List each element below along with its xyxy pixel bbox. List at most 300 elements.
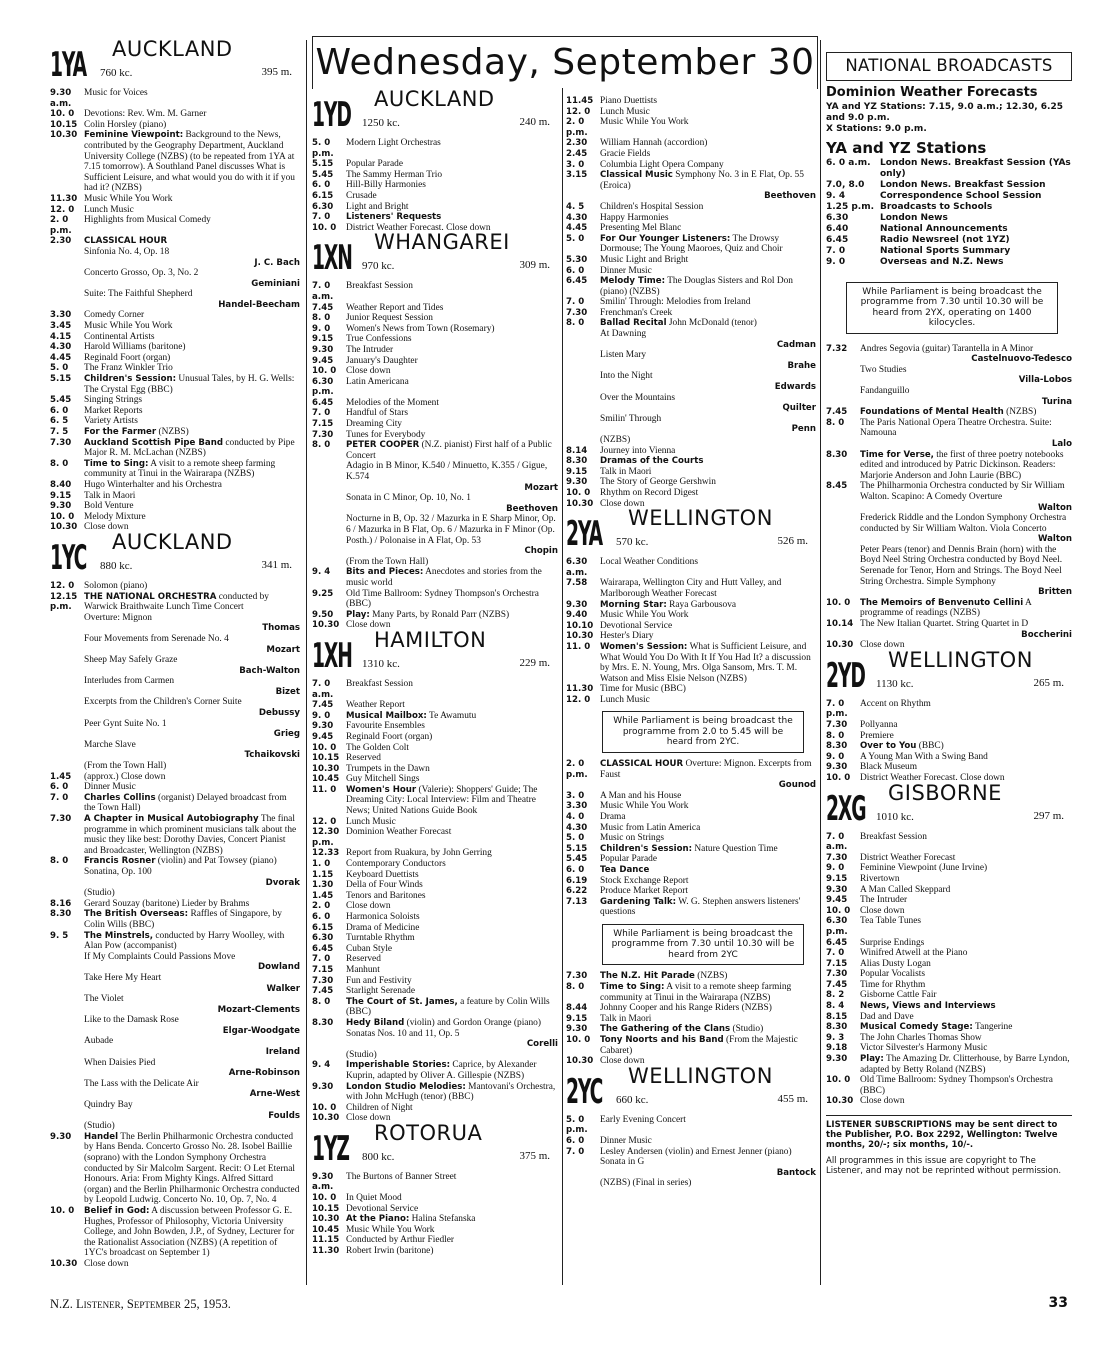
programme-row: [566, 456, 816, 467]
programme-row: [826, 365, 1072, 376]
programme-title: Musical Comedy Stage:: [860, 1022, 973, 1033]
station-2yc: [566, 1063, 816, 1189]
programme-row: [826, 1001, 1072, 1012]
programme-text: [346, 859, 558, 870]
programme-title: Foundations of Mental Health: [860, 407, 1004, 418]
programme-text: [600, 982, 816, 1003]
programme-text: [346, 827, 558, 848]
programme-row: [50, 782, 300, 793]
programme-row: [566, 117, 816, 138]
programme-detail: Produce Market Report: [600, 886, 688, 897]
programme-row: [50, 247, 300, 258]
programme-detail: Hill-Billy Harmonies: [346, 180, 426, 191]
programme-text: [600, 642, 816, 684]
programme-title: The Memoirs of Benvenuto Cellini: [860, 597, 1024, 608]
programme-text: [84, 655, 300, 666]
national-row: [826, 235, 1072, 246]
programme-time: 12.15 p.m.: [50, 591, 78, 613]
national-row: [826, 180, 1072, 191]
programme-detail: Music While You Work: [346, 1224, 435, 1235]
programme-row: [826, 741, 1072, 752]
programme-row: [50, 719, 300, 730]
composer: J. C. Bach: [254, 257, 300, 268]
programme-row: [312, 180, 558, 191]
programme-row: [50, 793, 300, 814]
programme-time: 11.30: [566, 684, 594, 695]
programme-text: [346, 324, 558, 335]
programme-time: [50, 655, 84, 666]
page-date: Wednesday, September 30: [315, 42, 815, 83]
programme-row: [312, 711, 558, 722]
programme-row: [566, 107, 816, 118]
programme-row: [566, 308, 816, 319]
national-time: 6.45: [826, 234, 849, 245]
programme-detail: Fandanguillo: [860, 385, 910, 396]
programme-time: [50, 1036, 84, 1047]
programme-detail: Columbia Light Opera Company: [600, 159, 724, 170]
programme-title: London Studio Melodies:: [346, 1081, 466, 1092]
programme-title: Francis Rosner: [84, 856, 156, 867]
programme-row: [312, 366, 558, 377]
programme-detail: Music Light and Bright: [600, 254, 689, 265]
programme-detail: District Weather Forecast. Close down: [860, 772, 1005, 783]
programme-time: 10. 0: [826, 905, 851, 916]
composer: Tchaikovski: [244, 750, 300, 761]
programme-time: 7. 0: [566, 1146, 585, 1157]
programme-detail: The Philharmonia Orchestra conducted by Sir William Walton. Scapino: A Comedy Overture: [860, 481, 1065, 502]
programme-time: [566, 435, 600, 446]
programme-detail: Highlights from Musical Comedy: [84, 215, 211, 226]
programme-row: [50, 592, 300, 613]
programme-time: 11.30: [50, 193, 78, 204]
programme-text: [860, 762, 1072, 773]
national-programme: London News: [880, 212, 948, 223]
programme-text: [84, 1206, 300, 1259]
programme-row: [566, 876, 816, 887]
station-1ya: [50, 40, 300, 533]
programme-time: [50, 268, 84, 279]
programme-detail: (NZBS): [697, 971, 728, 982]
programme-time: 7. 0: [312, 954, 331, 965]
programme-time: 9.30: [50, 1131, 72, 1142]
programme-time: [566, 414, 600, 425]
programme-detail: conducted by Pipe Major R. M. McLachan (NZBS): [84, 437, 295, 459]
programme-detail: The Lass with the Delicate Air: [84, 1078, 199, 1089]
programme-row: [50, 613, 300, 624]
station-wavelength: 309 m.: [519, 259, 550, 272]
programme-time: 2. 0 p.m.: [50, 215, 72, 236]
programme-detail: Premiere: [860, 730, 894, 741]
programme-row: [50, 88, 300, 109]
programme-row: [312, 191, 558, 202]
programme-row: [312, 901, 558, 912]
programme-row: [50, 363, 300, 374]
programme-text: [600, 610, 816, 621]
programme-row: [50, 332, 300, 343]
programme-detail: Women's News from Town (Rosemary): [346, 323, 495, 334]
programme-row: [826, 1012, 1072, 1023]
programme-detail: a feature by Colin Wills (BBC): [346, 996, 550, 1018]
programme-row: [312, 721, 558, 732]
programme-time: 2. 0: [312, 901, 331, 912]
programme-title: Women's Hour: [346, 784, 417, 795]
programme-text: [84, 342, 300, 353]
programme-detail: Keyboard Duettists: [346, 869, 419, 880]
programme-text: [860, 885, 1072, 896]
programme-time: 6. 0: [312, 912, 331, 922]
programme-detail: Smilin' Through: [600, 413, 662, 424]
programme-detail: Frenchman's Creek: [600, 307, 673, 318]
programme-time: 9.30: [826, 884, 848, 895]
programme-row: [826, 906, 1072, 917]
programme-text: [84, 740, 300, 751]
programme-time: 9.18: [826, 1043, 848, 1054]
programme-time: 5.45: [50, 395, 72, 406]
national-row: [826, 202, 1072, 213]
programme-time: [566, 350, 600, 361]
programme-row: [566, 801, 816, 812]
programme-detail: Many Parts, by Ronald Parr (NZBS): [372, 609, 510, 620]
programme-text: [346, 721, 558, 732]
programme-text: [346, 774, 558, 785]
station-city: AUCKLAND: [112, 40, 233, 61]
programme-row: [312, 1172, 558, 1193]
programme-text: [600, 202, 816, 213]
footer-issue: N.Z. Listener, September 25, 1953.: [50, 1297, 231, 1311]
programme-row: [826, 513, 1072, 534]
station-heading: [50, 40, 300, 86]
programme-detail: At Dawning: [600, 329, 647, 340]
programme-detail: Melodies of the Moment: [346, 397, 439, 408]
programme-detail: (violin) and Gordon Orange (piano) Sonatas Nos. 10 and 11, Op. 5: [346, 1017, 541, 1039]
programme-row: [826, 1022, 1072, 1033]
programme-detail: Cuban Style: [346, 943, 393, 954]
programme-text: [84, 120, 300, 131]
programme-row: [312, 965, 558, 976]
programme-detail: Music for Voices: [84, 88, 148, 98]
programme-time: 11.30: [312, 1246, 340, 1257]
programme-row: [50, 909, 300, 930]
programme-detail: January's Daughter: [346, 355, 418, 366]
programme-text: [84, 480, 300, 491]
programme-row: [50, 888, 300, 899]
composer: Foulds: [268, 1110, 300, 1121]
programme-text: [346, 764, 558, 775]
programme-text: [346, 976, 558, 987]
programme-time: 9. 4: [312, 1060, 331, 1071]
programme-detail: Dinner Music: [600, 1135, 652, 1146]
programme-time: 9.30 a.m.: [312, 1171, 334, 1193]
programme-detail: Close down: [346, 901, 391, 912]
programme-detail: Close down: [346, 620, 391, 631]
programme-time: 4.30: [566, 822, 588, 833]
composer: Walton: [1037, 534, 1072, 545]
programme-text: [346, 281, 558, 302]
station-wavelength: 229 m.: [519, 656, 550, 669]
programme-detail: Drama: [600, 811, 626, 822]
programme-time: 9.25: [312, 588, 334, 599]
programme-time: 7. 0: [312, 212, 331, 223]
programme-time: 9.30: [566, 599, 588, 610]
programme-detail: (NZBS): [158, 427, 189, 437]
station-wavelength: 265 m.: [1033, 676, 1064, 689]
programme-text: [84, 395, 300, 406]
national-programme: Correspondence School Session: [880, 190, 1042, 201]
composer: Brahe: [787, 360, 816, 371]
programme-time: [312, 461, 346, 482]
programme-row: [312, 753, 558, 764]
programme-time: 10. 0: [50, 109, 75, 120]
programme-time: 2.45: [566, 148, 588, 159]
programme-row: [566, 759, 816, 780]
column-1: [50, 40, 300, 1290]
programme-time: 11. 0: [566, 641, 591, 652]
programme-title: Charles Collins: [84, 792, 156, 803]
programme-row: [826, 980, 1072, 991]
programme-detail: The Burtons of Banner Street: [346, 1171, 457, 1182]
programme-text: [346, 356, 558, 367]
programme-detail: The Paris National Opera Theatre Orchestra. Suite: Namouna: [860, 417, 1052, 439]
programme-detail: Anecdotes and stories from the music world: [346, 567, 542, 588]
programme-detail: Talk in Maori: [84, 490, 136, 501]
programme-detail: Continental Artists: [84, 331, 155, 342]
programme-row: [50, 438, 300, 459]
programme-row: [566, 371, 816, 382]
programme-detail: (Studio): [84, 1121, 115, 1132]
programme-text: [84, 1259, 300, 1270]
programme-row: [566, 149, 816, 160]
programme-title: Imperishable Stories:: [346, 1060, 451, 1071]
programme-text: [346, 848, 558, 859]
programme-row: [50, 109, 300, 120]
programme-text: [860, 853, 1072, 864]
programme-title: Dramas of the Courts: [600, 456, 704, 467]
programme-title: Play:: [860, 1054, 884, 1065]
programme-time: 10. 0: [566, 1034, 591, 1045]
programme-text: [860, 418, 1072, 439]
programme-title: Children's Session:: [600, 843, 693, 854]
programme-detail: Close down: [600, 1056, 645, 1067]
programme-time: 3.45: [50, 321, 72, 332]
programme-detail: (organist) Delayed broadcast from the Town Hall): [84, 792, 287, 814]
programme-row: [50, 772, 300, 783]
programme-detail: A Man Called Skeppard: [860, 884, 951, 895]
programme-text: [84, 268, 300, 279]
programme-row: [566, 318, 816, 329]
programme-title: Musical Mailbox:: [346, 710, 427, 721]
programme-time: 10.30: [312, 763, 340, 774]
programme-text: [860, 916, 1072, 937]
programme-time: 6.30 p.m.: [826, 916, 848, 937]
station-call-sign: 2YD: [826, 655, 865, 696]
programme-row: [566, 488, 816, 499]
programme-row: [50, 1206, 300, 1259]
programme-detail: In Quiet Mood: [346, 1193, 402, 1204]
programme-detail: Robert Irwin (baritone): [346, 1246, 434, 1257]
programme-time: 6.30: [312, 201, 334, 212]
programme-time: 10.15: [50, 119, 78, 130]
programme-time: 9. 0: [826, 751, 845, 762]
programme-row: [50, 676, 300, 687]
programme-detail: District Weather Forecast: [860, 852, 956, 863]
programme-time: 9.15: [566, 1013, 588, 1024]
programme-text: [860, 832, 1072, 853]
station-call-sign: 2YA: [566, 514, 602, 555]
station-2ya-evening: [826, 344, 1072, 651]
programme-detail: Favourite Ensembles: [346, 721, 425, 732]
programme-text: [600, 350, 816, 361]
programme-detail: Halina Stefanska: [411, 1214, 476, 1225]
programme-time: [566, 371, 600, 382]
programme-time: [566, 393, 600, 404]
programme-title: Melody Time:: [600, 276, 666, 287]
programme-text: [600, 308, 816, 319]
programme-row: [312, 461, 558, 482]
programme-detail: Marche Slave: [84, 739, 136, 750]
programme-text: [600, 621, 816, 632]
national-broadcasts-title: NATIONAL BROADCASTS: [826, 52, 1072, 81]
programme-text: [84, 793, 300, 814]
programme-row: [50, 416, 300, 427]
programme-detail: Music from Latin America: [600, 822, 701, 833]
programme-text: [600, 1115, 816, 1136]
national-time: 9. 4: [826, 190, 846, 201]
programme-row: [566, 393, 816, 404]
programme-text: [860, 874, 1072, 885]
programme-text: [600, 393, 816, 404]
programme-time: 8. 0: [312, 440, 331, 451]
programme-text: [346, 997, 558, 1018]
column-4: [826, 52, 1072, 1302]
ya-items: [826, 158, 1072, 268]
programme-row: [826, 344, 1072, 355]
programme-detail: (violin) and Pat Towsey (piano): [157, 856, 277, 867]
programme-row: [312, 440, 558, 461]
programme-time: 10.30: [566, 631, 594, 642]
programme-time: 6. 5: [50, 416, 69, 427]
programme-detail: District Weather Forecast. Close down: [346, 222, 491, 233]
programme-detail: (From the Town Hall): [84, 761, 167, 772]
programme-text: [346, 345, 558, 356]
programme-detail: Modern Light Orchestras: [346, 138, 441, 148]
programme-detail: Rhythm on Record Digest: [600, 487, 699, 498]
programme-detail: Symphony No. 3 in E Flat, Op. 55 (Eroica): [600, 170, 804, 191]
composer: Thomas: [262, 623, 300, 634]
programme-text: [346, 180, 558, 191]
programme-row: [566, 255, 816, 266]
programme-time: 9.50: [312, 609, 334, 620]
programme-text: [860, 980, 1072, 991]
programme-detail: Surprise Endings: [860, 937, 925, 948]
programme-detail: Nocturne in B, Op. 32 / Mazurka in E Sharp Minor, Op. 6 / Mazurka in B Flat, Op. 6 / Mazurka in F Minor (Op. Posth.) / Polonaise in A Flat, Op. 53: [346, 514, 556, 546]
programme-text: [84, 867, 300, 878]
programme-row: [566, 1178, 816, 1189]
programme-text: [346, 870, 558, 881]
programme-title: News, Views and Interviews: [860, 1001, 996, 1012]
programme-time: [50, 973, 84, 984]
programme-time: [50, 867, 84, 878]
column-2: [312, 90, 558, 1340]
programme-row: [566, 329, 816, 340]
programme-detail: W. G. Stephen answers listeners' questions: [600, 896, 801, 918]
programme-row: [312, 303, 558, 314]
programme-detail: Turntable Rhythm: [346, 933, 415, 944]
station-city: ROTORUA: [374, 1120, 483, 1145]
programme-time: [312, 514, 346, 546]
programme-row: [312, 408, 558, 419]
programme-time: 1. 0: [312, 859, 331, 870]
programme-detail: Accent on Rhythm: [860, 698, 931, 709]
programme-detail: Quindry Bay: [84, 1100, 133, 1111]
programme-time: 7.58: [566, 578, 588, 589]
programme-time: 10.30: [50, 1258, 78, 1269]
programme-detail: Sonata in G: [600, 1157, 645, 1168]
programme-text: [346, 1235, 558, 1246]
national-time: 9. 0: [826, 256, 846, 267]
programme-detail: Tenors and Baritones: [346, 890, 426, 901]
programme-text: [860, 365, 1072, 376]
programme-detail: A Man and his House: [600, 790, 682, 801]
programme-time: 8.30: [826, 1022, 848, 1033]
programme-time: [312, 493, 346, 504]
programme-time: 10. 0: [50, 1205, 75, 1216]
programme-text: [860, 513, 1072, 534]
programme-detail: Sheep May Safely Graze: [84, 655, 178, 666]
programme-time: 7.30: [50, 814, 72, 824]
programme-time: 7.30: [826, 969, 848, 980]
programme-text: [346, 377, 558, 398]
programme-detail: (From the Majestic Cabaret): [600, 1034, 798, 1056]
programme-time: 8.30: [50, 909, 72, 920]
programme-time: 8. 0: [312, 313, 331, 324]
programme-text: [600, 456, 816, 467]
programme-row: [312, 774, 558, 785]
programme-detail: Stock Exchange Report: [600, 875, 689, 886]
programme-text: [860, 969, 1072, 980]
programme-detail: A visit to a remote sheep farming community at Tinui in the Wairarapa (NZBS): [600, 981, 792, 1003]
programme-text: [84, 130, 300, 194]
programme-detail: Tea Table Tunes: [860, 916, 922, 927]
programme-time: 4. 0: [566, 811, 585, 822]
programme-title: Time to Sing:: [600, 981, 665, 992]
programme-text: [860, 1012, 1072, 1023]
programme-detail: Caprice, by Alexander Kuprin, adapted by Oliver A. Gillespie (NZBS): [346, 1060, 537, 1081]
programme-row: [566, 266, 816, 277]
programme-text: [84, 1100, 300, 1111]
programme-row: [312, 313, 558, 324]
programme-row: [50, 867, 300, 878]
programme-detail: Like to the Damask Rose: [84, 1015, 179, 1026]
composer: Gounod: [778, 780, 816, 791]
national-programme: Overseas and N.Z. News: [880, 256, 1004, 267]
programme-time: 11.45: [566, 96, 594, 106]
programme-text: [600, 96, 816, 107]
programme-row: [566, 812, 816, 823]
programme-text: [84, 772, 300, 783]
programme-detail: Unusual Tales, by H. G. Wells: The Crystal Egg (BBC): [84, 374, 295, 395]
programme-text: [600, 897, 816, 918]
programme-time: 1.45: [50, 771, 72, 782]
programme-title: Classical Music: [600, 170, 673, 181]
programme-row: [566, 467, 816, 478]
programme-row: [566, 823, 816, 834]
programme-detail: John McDonald (tenor): [668, 318, 757, 329]
programme-detail: The Douglas Sisters and Rol Don (piano) (NZBS): [600, 276, 793, 297]
composer: Dvorak: [265, 877, 300, 888]
programme-time: 7. 0: [312, 408, 331, 419]
programme-time: 1.30: [312, 880, 334, 891]
programme-text: [600, 971, 816, 982]
